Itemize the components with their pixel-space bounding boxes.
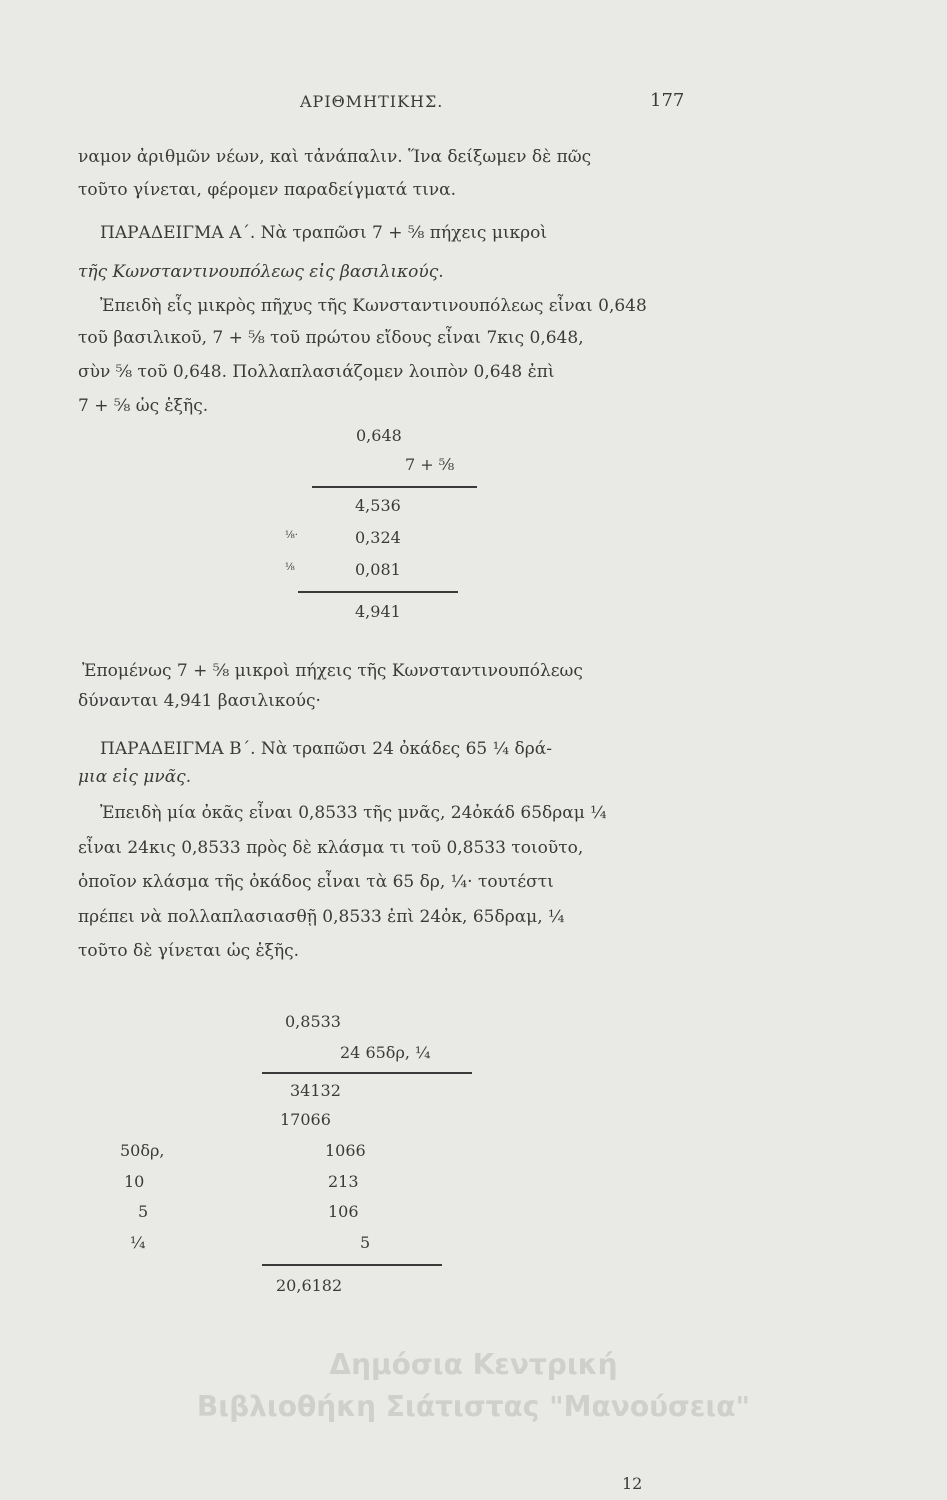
calc1-partial: 0,081 (355, 560, 401, 579)
calc1-partial-label: ⅛· (285, 530, 298, 541)
calc2-partial-label: ¼ (130, 1233, 146, 1252)
calc1-multiplicand: 0,648 (356, 426, 402, 445)
text-line: τοῦτο γίνεται, φέρομεν παραδείγματά τινα. (78, 180, 456, 200)
calc1-multiplier: 7 + ⅝ (405, 455, 455, 474)
calc2-partial: 5 (360, 1233, 371, 1252)
calc1-partial: 4,536 (355, 496, 401, 515)
calc2-partial: 106 (328, 1202, 359, 1221)
text-line: εἶναι 24κις 0,8533 πρὸς δὲ κλάσμα τι τοῦ 0,8533 τοιοῦτο, (78, 838, 584, 858)
calc2-partial: 34132 (290, 1081, 341, 1100)
library-watermark: Δημόσια Κεντρική (329, 1348, 618, 1381)
text-line: Ἐπειδὴ εἷς μικρὸς πῆχυς τῆς Κωνσταντινουπόλεως εἶναι 0,648 (100, 296, 647, 316)
text-line: τοῦτο δὲ γίνεται ὡς ἑξῆς. (78, 941, 300, 961)
calc2-multiplicand: 0,8533 (285, 1012, 341, 1031)
calc2-rule (262, 1264, 442, 1266)
calc1-rule (312, 486, 477, 488)
example-heading: ΠΑΡΑΔΕΙΓΜΑ Α΄. Νὰ τραπῶσι 7 + ⅝ πήχεις μικροὶ (100, 223, 548, 243)
text-line: μια εἰς μνᾶς. (78, 767, 192, 787)
calc1-rule (298, 591, 458, 593)
calc2-multiplier: 24 65δρ, ¼ (340, 1043, 431, 1062)
calc2-partial: 17066 (280, 1110, 331, 1129)
calc1-partial: 0,324 (355, 528, 401, 547)
calc2-partial-label: 50δρ, (120, 1141, 165, 1160)
running-header: ΑΡΙΘΜΗΤΙΚΗΣ. (300, 92, 444, 111)
text-line: τοῦ βασιλικοῦ, 7 + ⅝ τοῦ πρώτου εἴδους εἶναι 7κις 0,648, (78, 328, 584, 348)
page-number: 177 (650, 90, 685, 111)
calc2-partial-label: 10 (124, 1172, 145, 1191)
text-line: δύνανται 4,941 βασιλικούς· (78, 691, 321, 711)
text-line: Ἐπομένως 7 + ⅝ μικροὶ πήχεις τῆς Κωνσταντινουπόλεως (82, 661, 583, 681)
text-line: ὁποῖον κλάσμα τῆς ὀκάδος εἶναι τὰ 65 δρ, ¼· τουτέστι (78, 872, 554, 892)
calc1-result: 4,941 (355, 602, 401, 621)
text-line: ναμον ἀριθμῶν νέων, καὶ τἀνάπαλιν. Ἵνα δείξωμεν δὲ πῶς (78, 147, 592, 167)
text-line: πρέπει νὰ πολλαπλασιασθῇ 0,8533 ἐπὶ 24ὀκ, 65δραμ, ¼ (78, 907, 565, 927)
signature-mark: 12 (622, 1474, 643, 1493)
calc2-result: 20,6182 (276, 1276, 343, 1295)
calc2-partial: 1066 (325, 1141, 366, 1160)
calc2-rule (262, 1072, 472, 1074)
calc2-partial-label: 5 (138, 1202, 149, 1221)
text-line: σὺν ⅝ τοῦ 0,648. Πολλαπλασιάζομεν λοιπὸν 0,648 ἐπὶ (78, 362, 555, 382)
text-line: 7 + ⅝ ὡς ἑξῆς. (78, 396, 209, 416)
calc1-partial-label: ⅛ (285, 562, 295, 573)
example-heading: ΠΑΡΑΔΕΙΓΜΑ Β΄. Νὰ τραπῶσι 24 ὀκάδες 65 ¼ δρά- (100, 739, 552, 759)
calc2-partial: 213 (328, 1172, 359, 1191)
text-line: Ἐπειδὴ μία ὀκᾶς εἶναι 0,8533 τῆς μνᾶς, 24ὀκάδ 65δραμ ¼ (100, 803, 607, 823)
library-watermark: Βιβλιοθήκη Σιάτιστας "Μανούσεια" (196, 1390, 751, 1423)
text-line: τῆς Κωνσταντινουπόλεως εἰς βασιλικούς. (78, 262, 444, 282)
